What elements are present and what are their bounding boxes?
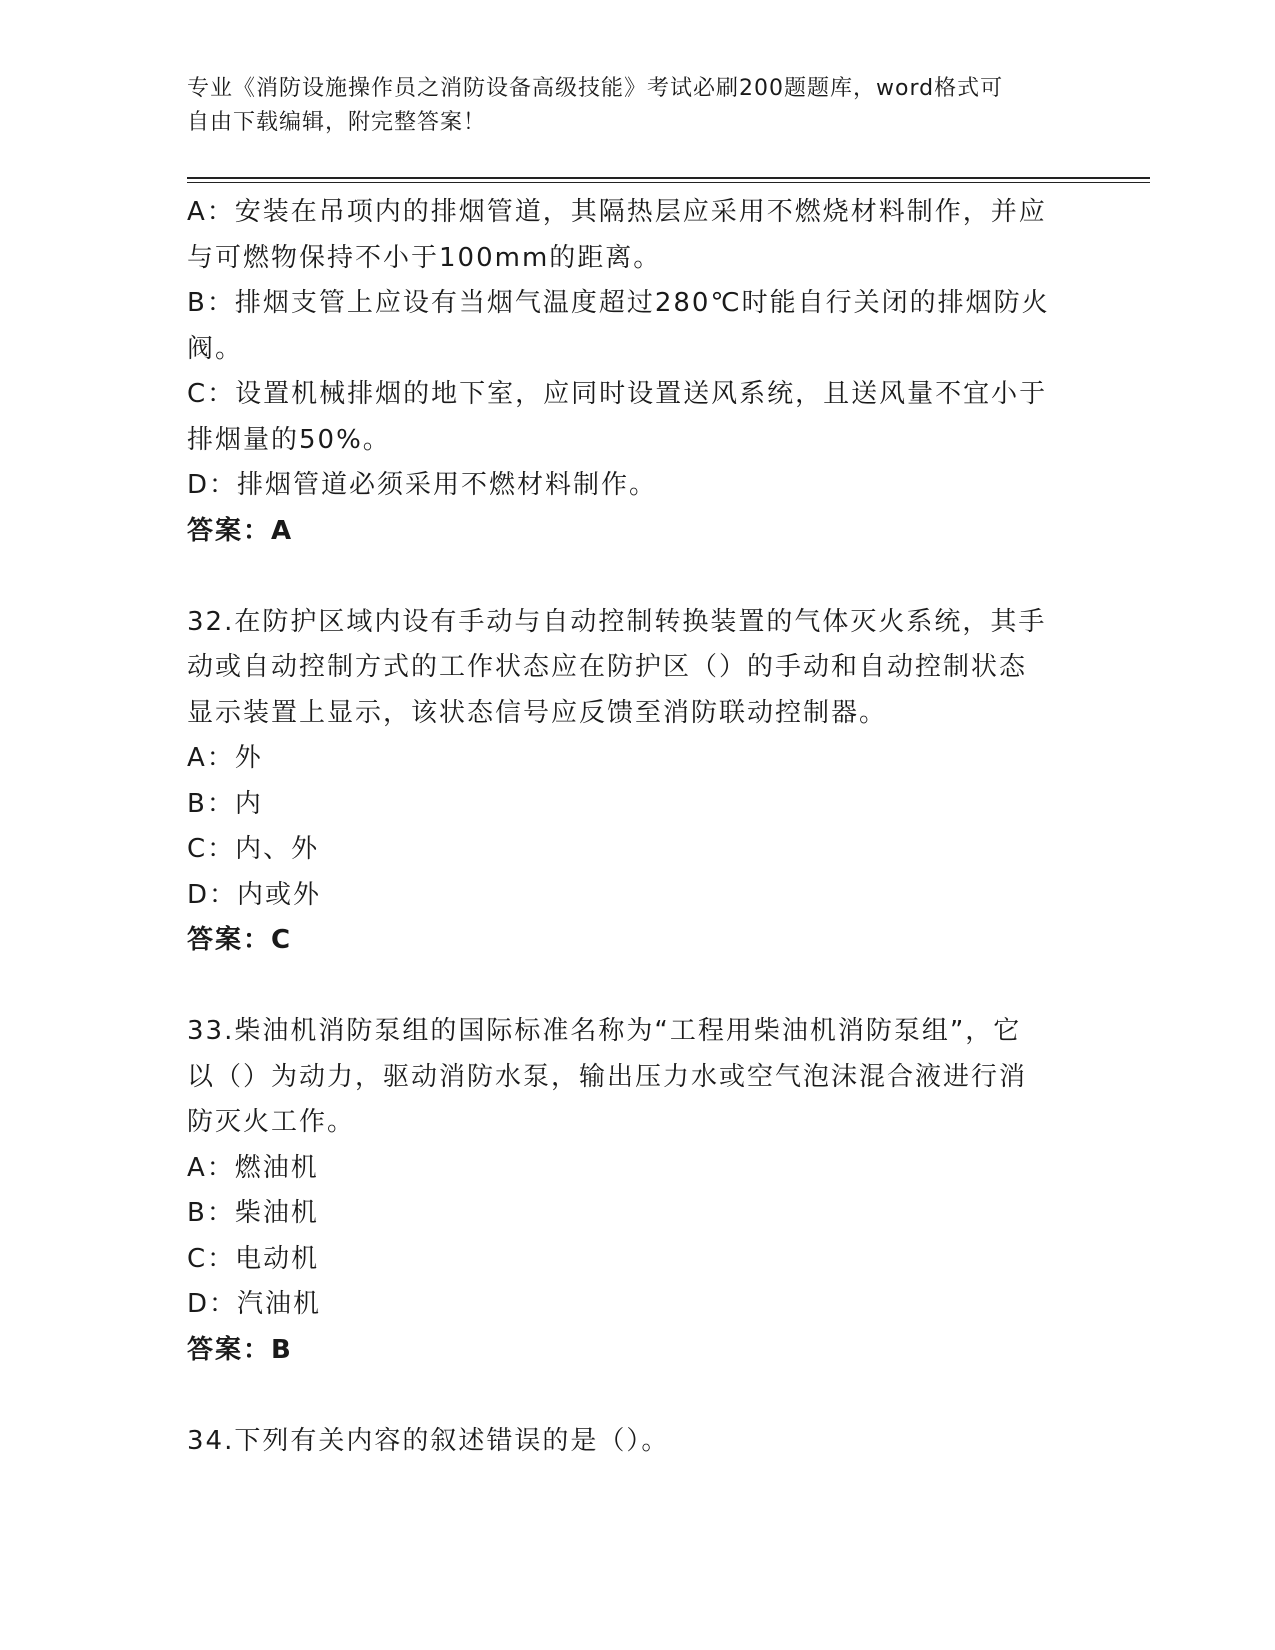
option-a-line-1: A：安装在吊项内的排烟管道，其隔热层应采用不燃烧材料制作，并应 [187, 197, 1047, 227]
option-d-line-1: D：排烟管道必须采用不燃材料制作。 [187, 470, 658, 500]
question-34 [187, 1419, 1087, 1465]
option-a-line-2: 与可燃物保持不小于100mm的距离。 [187, 242, 662, 273]
question-33-option-a: A：燃油机 [187, 1152, 319, 1183]
answer-q32: 答案：C [187, 925, 293, 955]
question-32 [187, 600, 1087, 964]
question-32-option-a: A：外 [187, 743, 263, 773]
question-content [187, 190, 1087, 1464]
option-c-line-1: C：设置机械排烟的地下室，应同时设置送风系统，且送风量不宜小于 [187, 379, 1048, 409]
question-32-stem-line-3: 显示装置上显示，该状态信号应反馈至消防联动控制器。 [187, 697, 888, 728]
header-line-1: 专业《消防设施操作员之消防设备高级技能》考试必刷200题题库，word格式可 [187, 76, 1004, 101]
question-32-option-b: B：内 [187, 788, 263, 819]
spacer [187, 1373, 1087, 1419]
question-32-option-d: D：内或外 [187, 879, 322, 910]
question-33-stem-line-2: 以（）为动力，驱动消防水泵，输出压力水或空气泡沫混合液进行消 [187, 1061, 1028, 1092]
page-header [187, 72, 1067, 140]
header-divider-thick [187, 177, 1150, 179]
header-line-2: 自由下载编辑，附完整答案！ [187, 110, 487, 135]
question-34-stem-line-1: 34.下列有关内容的叙述错误的是（）。 [187, 1425, 670, 1456]
question-32-stem-line-1: 32.在防护区域内设有手动与自动控制转换装置的气体灭火系统，其手 [187, 606, 1047, 637]
question-33-option-b: B：柴油机 [187, 1198, 319, 1228]
question-33-stem-line-3: 防灭火工作。 [187, 1107, 356, 1137]
answer-q33: 答案：B [187, 1334, 293, 1365]
question-33-stem-line-1: 33.柴油机消防泵组的国际标准名称为“工程用柴油机消防泵组”，它 [187, 1016, 1022, 1046]
question-33 [187, 1009, 1087, 1373]
option-b-line-1: B：排烟支管上应设有当烟气温度超过280℃时能自行关闭的排烟防火 [187, 288, 1050, 318]
question-32-stem-line-2: 动或自动控制方式的工作状态应在防护区（）的手动和自动控制状态 [187, 652, 1028, 682]
question-32-option-c: C：内、外 [187, 834, 320, 864]
spacer [187, 964, 1087, 1010]
question-33-option-d: D：汽油机 [187, 1289, 322, 1319]
spacer [187, 554, 1087, 600]
question-31-options [187, 190, 1087, 554]
option-c-line-2: 排烟量的50%。 [187, 424, 391, 455]
option-b-line-2: 阀。 [187, 333, 244, 364]
answer-q31: 答案：A [187, 515, 294, 546]
question-33-option-c: C：电动机 [187, 1243, 320, 1274]
header-divider-thin [187, 182, 1150, 183]
